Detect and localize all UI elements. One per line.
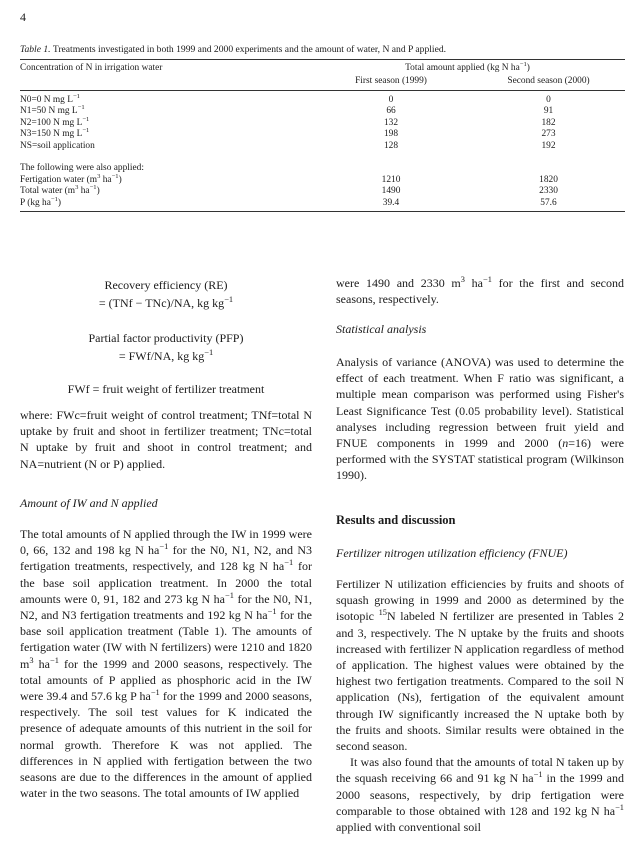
table-row: P (kg $ha^{-1}$) 39.4 57.6 [20, 198, 625, 212]
table-row: NS=soil application 128 192 [20, 140, 556, 151]
table-subheader-row [20, 75, 625, 91]
table-row: N1=50 N mg $L^{-1}$ 66 91 [20, 103, 554, 116]
table-header-row [20, 60, 625, 75]
section-heading-results: Results and discussion [336, 513, 456, 527]
also-applied-label: The following were also applied: [20, 163, 144, 173]
table-row: Total water ($m^3$ $ha^{-1}$) 1490 2330 [20, 183, 558, 196]
iw-n-paragraph: The total amounts of N applied through the IW in 1999 were 0, 66, 132 and 198 kg N $ha^{-1}$ for the N0, N1, N2, and N3 fertigation treatments, respectively, and 128 kg N $ha^{-1}$ for the base soil application treatment. In 2000 the total amounts were 0, 91, 182 and 273 kg N $ha^{-1}$ for the N0, N1, N2, and N3 fertigation treatments and 192 kg N $ha^{-1}$ for the base soil application treatment (Table 1). The amounts of fertigation water (IW with N fertilizers) were 1210 and 1820 $m^3$ $ha^{-1}$ for the 1999 and 2000 seasons, respectively. The total amounts of P applied as phosphoric acid in the IW were 39.4 and 57.6 kg P $ha^{-1}$ for the 1999 and 2000 seasons, respectively. The soil test values for K indicated the presence of adequate amounts of this nutrient in the soil for normal growth. Therefore K was not applied. The differences in N applied with fertigation between the two seasons are due to the differences in the amount of applied water in the two seasons. The total amounts of IW applied [20, 527, 313, 801]
water-paragraph: were 1490 and 2330 $m^3$ $ha^{-1}$ for the first and second seasons, respectively. [336, 275, 624, 307]
section-heading-iw-n: Amount of IW and N applied [20, 496, 158, 510]
table-row: Fertigation water ($m^3$ $ha^{-1}$) 1210 1820 [20, 172, 558, 185]
col-header-season2: Second season (2000) [472, 75, 625, 91]
col-header-total: Total amount applied (kg N $ha^{-1}$) [310, 60, 625, 75]
statistical-paragraph: Analysis of variance (ANOVA) was used to determine the effect of each treatment. When F ratio was significant, a multiple mean comparison was performed using Fisher's Least Significance Test (0.05 probability level). Statistical analyses including regression between fruit yield and FNUE components in 1999 and 2000 (n=16) were performed with the SYSTAT statistical program (Wilkinson 1990). [336, 355, 625, 483]
equation-pfp-title: Partial factor productivity (PFP) [88, 331, 244, 345]
equation-re-formula: = (TNf − TNc)/NA, kg $kg^{-1}$ [98, 295, 234, 310]
table-caption-label: Table 1. [20, 44, 51, 55]
page-number: 4 [20, 10, 26, 24]
section-heading-statistical: Statistical analysis [336, 322, 427, 336]
table-row: N0=0 N mg $L^{-1}$ 0 0 [20, 92, 551, 105]
table-row: N2=100 N mg $L^{-1}$ 132 182 [20, 115, 556, 128]
table-row [20, 152, 625, 175]
where-paragraph: where: FWc=fruit weight of control treatment; TNf=total N uptake by fruit and shoot in fertilizer treatment; TNc=total N uptake by fruit and shoot in control treatment; and NA=nutrient (N or P) applied. [20, 408, 312, 471]
table-caption [20, 44, 625, 56]
section-heading-fnue: Fertilizer nitrogen utilization efficiency (FNUE) [336, 546, 568, 560]
col-header-concentration: Concentration of N in irrigation water [20, 60, 310, 75]
table-row: N3=150 N mg $L^{-1}$ 198 273 [20, 126, 556, 139]
col-header-season1: First season (1999) [310, 75, 472, 91]
treatments-table [20, 59, 625, 212]
results-paragraph: Fertilizer N utilization efficiencies by fruits and shoots of squash growing in 1999 and 2000 as determined by the isotopic $^{15}$N labeled N fertilizer are presented in Tables 2 and 3, respectively. The N uptake by the fruits and shoots increased with fertilizer N application regardless of method of application. The highest values were obtained by the highest two fertigation treatments. Compared to the soil N application (Ns), fertigation of the equivalent amount through IW significantly increased the N uptake both by the fruits and shoots. Similar results were obtained in the second season. It was also found that the amounts of total N taken up by the squash receiving 66 and 91 kg N $ha^{-1}$ in the 1999 and 2000 seasons, respectively, by drip fertigation were comparable to those obtained with 128 and 192 kg N $ha^{-1}$ applied with conventional soil [336, 577, 624, 835]
equation-fwf-definition: FWf = fruit weight of fertilizer treatment [67, 382, 265, 396]
equation-pfp-formula: = FWf/NA, kg $kg^{-1}$ [118, 348, 214, 363]
table-caption-text: Treatments investigated in both 1999 and 2000 experiments and the amount of water, N and P applied. [52, 44, 447, 55]
equation-re-title: Recovery efficiency (RE) [104, 278, 228, 292]
